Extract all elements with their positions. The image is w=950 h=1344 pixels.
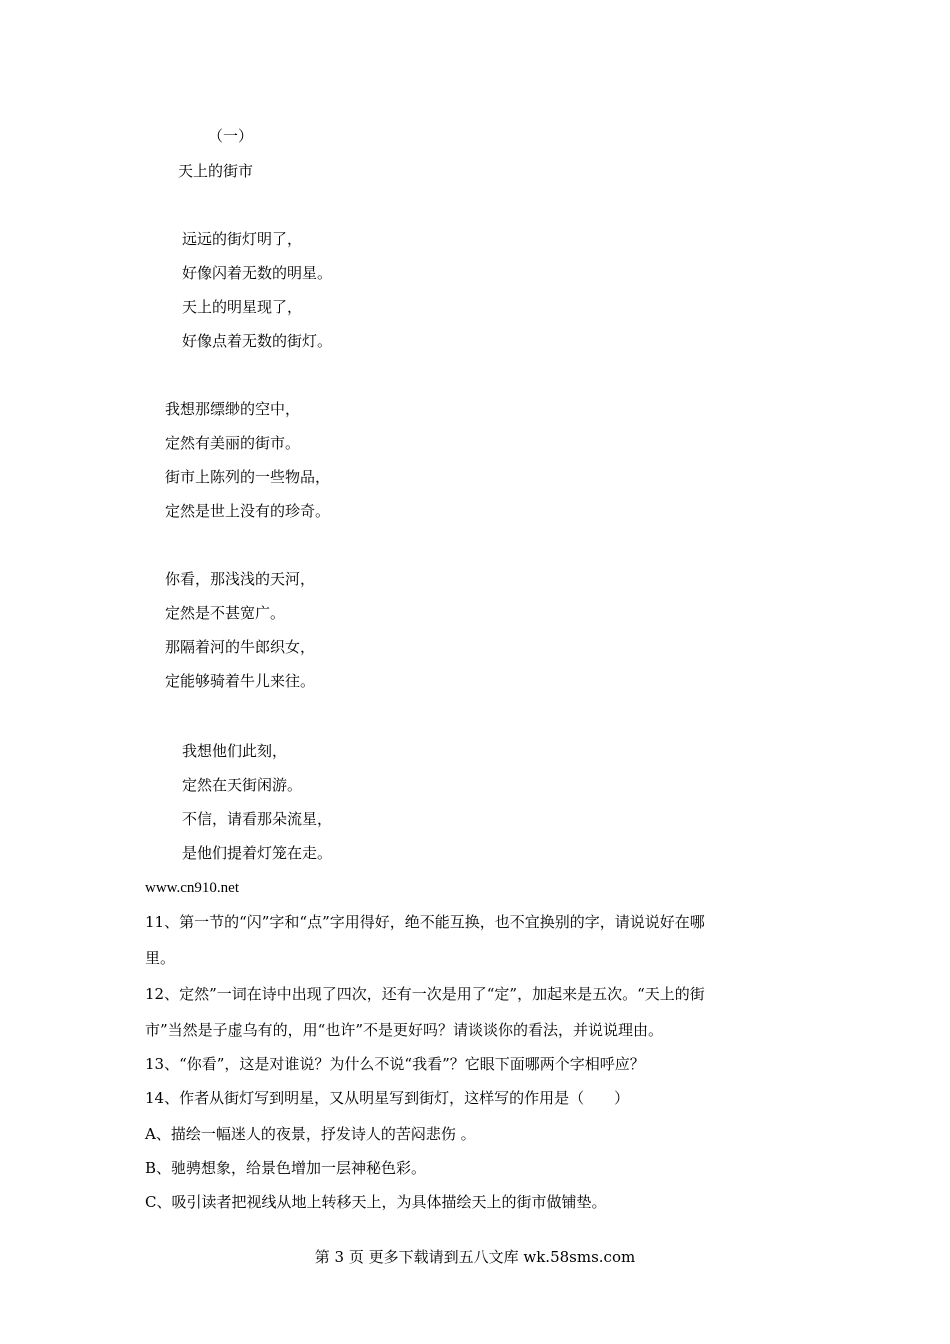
question-12-line-1: 12、定然”一词在诗中出现了四次，还有一次是用了“定”，加起来是五次。“天上的街 — [145, 985, 705, 1003]
question-11-line-1: 11、第一节的“闪”字和“点”字用得好，绝不能互换，也不宜换别的字，请说说好在哪 — [145, 913, 705, 931]
poem-line: 不信，请看那朵流星， — [182, 810, 333, 828]
page-footer: 第 3 页 更多下载请到五八文库 wk.58sms.com — [314, 1248, 636, 1266]
section-number: （一） — [208, 127, 254, 145]
poem-line: 我想那缥缈的空中， — [165, 400, 301, 418]
poem-line: 定然有美丽的街市。 — [165, 434, 301, 452]
poem-line: 是他们提着灯笼在走。 — [182, 844, 333, 862]
question-11-line-2: 里。 — [145, 949, 176, 967]
poem-title: 天上的街市 — [178, 162, 254, 180]
poem-line: 我想他们此刻， — [182, 742, 288, 760]
option-c: C、吸引读者把视线从地上转移天上，为具体描绘天上的街市做铺垫。 — [145, 1193, 607, 1211]
poem-line: 天上的明星现了， — [182, 298, 303, 316]
poem-line: 定能够骑着牛儿来往。 — [165, 672, 316, 690]
poem-line: 好像闪着无数的明星。 — [182, 264, 333, 282]
poem-line: 远远的街灯明了， — [182, 230, 303, 248]
poem-line: 定然是世上没有的珍奇。 — [165, 502, 331, 520]
poem-line: 那隔着河的牛郎织女， — [165, 638, 316, 656]
poem-line: 街市上陈列的一些物品， — [165, 468, 331, 486]
poem-line: 定然是不甚宽广。 — [165, 604, 286, 622]
question-12-line-2: 市”当然是子虚乌有的，用“也许”不是更好吗？请谈谈你的看法，并说说理由。 — [145, 1021, 664, 1039]
question-13: 13、“你看”，这是对谁说？为什么不说“我看”？它眼下面哪两个字相呼应？ — [145, 1055, 645, 1073]
question-14: 14、作者从街灯写到明星，又从明星写到街灯，这样写的作用是（ ） — [145, 1089, 630, 1107]
option-a: A、描绘一幅迷人的夜景，抒发诗人的苦闷悲伤 。 — [145, 1125, 476, 1143]
option-b: B、驰骋想象，给景色增加一层神秘色彩。 — [145, 1159, 427, 1177]
watermark-url: www.cn910.net — [145, 880, 240, 896]
poem-line: 定然在天街闲游。 — [182, 776, 303, 794]
poem-line: 好像点着无数的街灯。 — [182, 332, 333, 350]
poem-line: 你看，那浅浅的天河， — [165, 570, 316, 588]
